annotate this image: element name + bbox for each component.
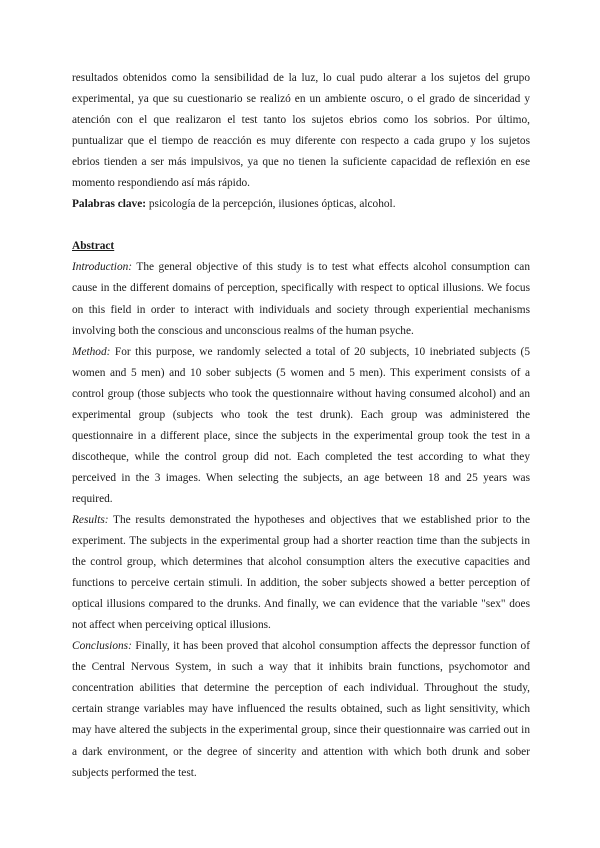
keywords-paragraph: [72, 194, 530, 215]
abstract-introduction: [72, 257, 530, 341]
keywords-text: psicología de la percepción, ilusiones ópticas, alcohol.: [146, 198, 396, 211]
resumen-continuation: resultados obtenidos como la sensibilidad de la luz, lo cual pudo alterar a los sujetos del grupo experimental, ya que su cuestionario se realizó en un ambiente oscuro, o el grado de sinceridad y atención con el que realizaron el test tanto los sujetos ebrios como los sobrios. Por último, puntualizar que el tiempo de reacción es muy diferente con respecto a cada grupo y los sujetos ebrios tienden a ser más impulsivos, ya que no tienen la suficiente capacidad de reflexión en ese momento respondiendo así más rápido.: [72, 72, 530, 190]
results-text: The results demonstrated the hypotheses and objectives that we established prior to the experiment. The subjects in the experimental group had a shorter reaction time than the subjects in the control group, which determines that alcohol consumption alters the executive capacities and functions to perceive certain stimuli. In addition, the sober subjects showed a better perception of optical illusions compared to the drunks. And finally, we can evidence that the variable "sex" does not affect when perceiving optical illusions.: [72, 513, 530, 632]
document-page: [72, 68, 530, 784]
keywords-label: Palabras clave:: [72, 198, 147, 211]
conclusions-label: Conclusions:: [72, 640, 132, 653]
introduction-label: Introduction:: [72, 261, 133, 274]
abstract-heading: Abstract: [72, 240, 115, 253]
method-text: For this purpose, we randomly selected a total of 20 subjects, 10 inebriated subjects (5 women and 5 men) and 10 sober subjects (5 women and 5 men). This experiment consists of a control group (those subjects who took the questionnaire without having consumed alcohol) and an experimental group (subjects who took the test drunk). Each group was administered the questionnaire in a different place, since the subjects in the experimental group took the test in a discotheque, while the control group did not. Each completed the test according to what they perceived in the 3 images. When selecting the subjects, an age between 18 and 25 years was required.: [72, 345, 530, 505]
method-label: Method:: [72, 345, 111, 358]
abstract-conclusions: [72, 636, 530, 783]
introduction-text: The general objective of this study is to test what effects alcohol consumption can cause in the different domains of perception, specifically with respect to optical illusions. We focus on this field in order to interact with individuals and society through experiential mechanisms involving both the conscious and unconscious realms of the human psyche.: [72, 261, 530, 337]
blank-line: [72, 215, 530, 236]
abstract-method: [72, 342, 530, 510]
abstract-results: [72, 510, 530, 636]
conclusions-text: Finally, it has been proved that alcohol consumption affects the depressor function of the Central Nervous System, in such a way that it inhibits brain functions, psychomotor and concentration abilities that determine the perception of each individual. Throughout the study, certain strange variables may have influenced the results obtained, such as light sensitivity, which may have altered the subjects in the experimental group, since their questionnaire was carried out in a dark environment, or the degree of sincerity and attention with which both drunk and sober subjects performed the test.: [72, 640, 530, 779]
results-label: Results:: [72, 513, 109, 526]
